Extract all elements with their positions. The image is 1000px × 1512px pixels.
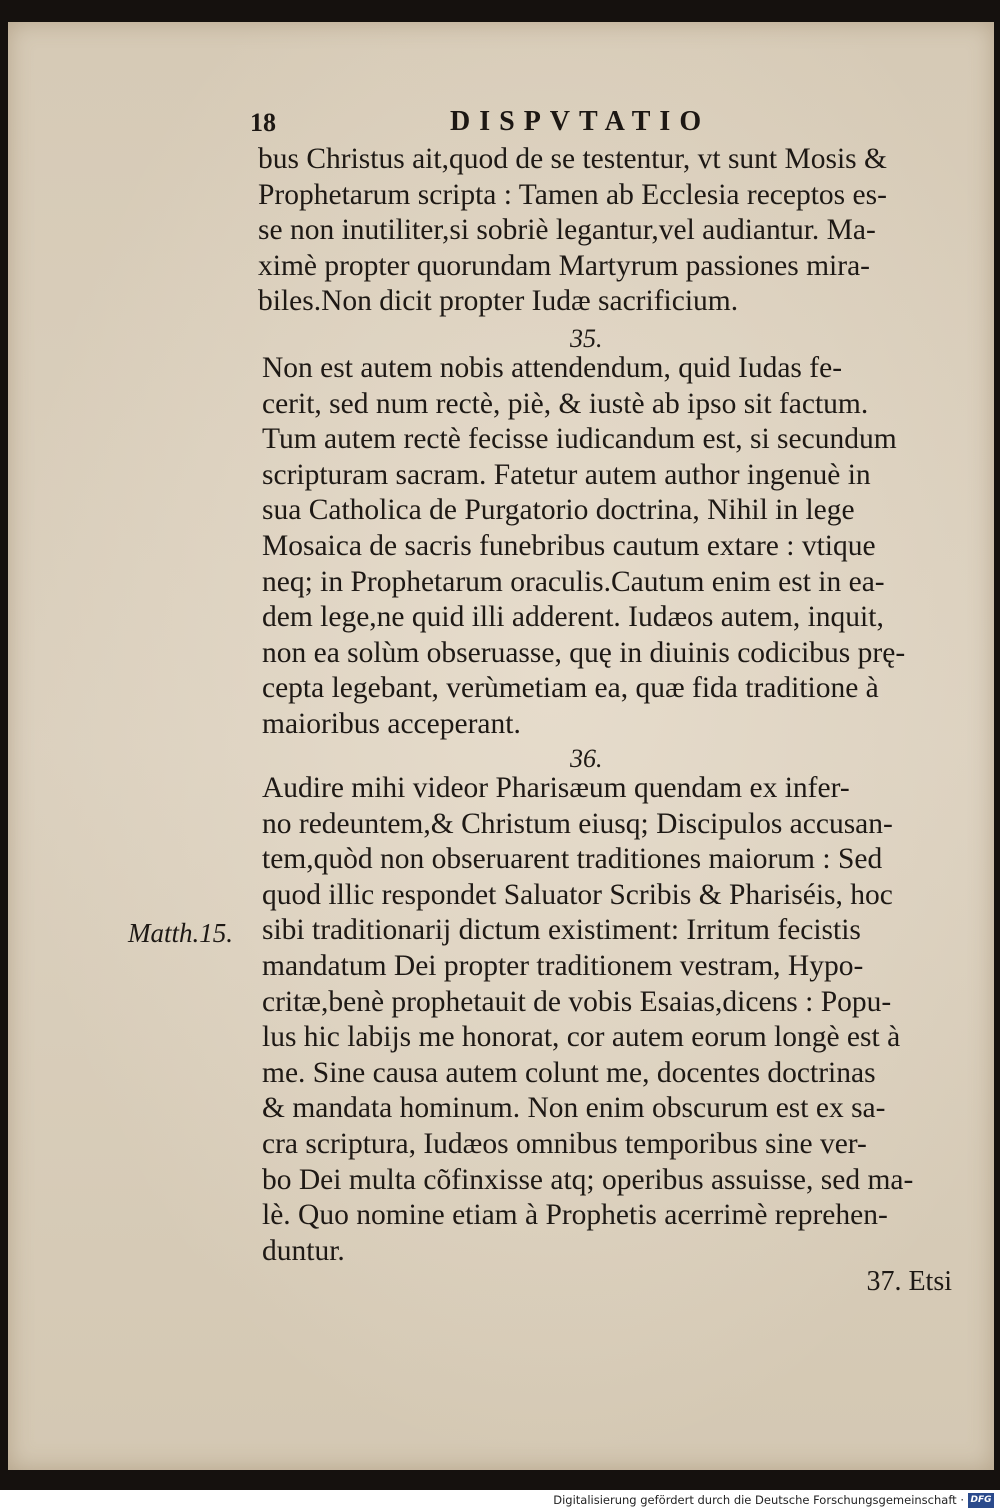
- page-header: [250, 108, 810, 144]
- text-line: Tum autem rectè fecisse iudicandum est, si secundum: [262, 423, 897, 456]
- page-number: 18: [250, 108, 276, 137]
- text-line: lè. Quo nomine etiam à Prophetis acerrimè reprehen-: [262, 1199, 888, 1232]
- text-line: neq; in Prophetarum oraculis.Cautum enim est in ea-: [262, 565, 885, 598]
- text-line: Audire mihi videor Pharisæum quendam ex infer-: [262, 772, 850, 804]
- text-line: ximè propter quorundam Martyrum passiones mira-: [258, 249, 870, 282]
- margin-note-scripture-reference: Matth.15.: [128, 918, 233, 948]
- running-head: DISPVTATIO: [450, 106, 711, 137]
- text-line: bo Dei multa cõfinxisse atq; operibus assuisse, sed ma-: [262, 1163, 914, 1196]
- text-line: duntur.: [262, 1234, 345, 1267]
- footer-bar: [0, 1490, 1000, 1512]
- text-line: maioribus acceperant.: [262, 707, 521, 740]
- text-line: Mosaica de sacris funebribus cautum extare : vtique: [262, 529, 876, 562]
- text-line: lus hic labijs me honorat, cor autem eorum longè est à: [262, 1021, 901, 1054]
- section-number-36: 36.: [570, 744, 603, 773]
- text-line: Non est autem nobis attendendum, quid Iudas fe-: [262, 352, 843, 384]
- text-line: cepta legebant, verùmetiam ea, quæ fida traditione à: [262, 672, 879, 705]
- text-line: no redeuntem,& Christum eiusq; Discipulos accusan-: [262, 807, 893, 840]
- text-line: dem lege,ne quid illi adderent. Iudæos autem, inquit,: [262, 601, 884, 634]
- paragraph-36: [262, 771, 962, 1269]
- text-line: biles.Non dicit propter Iudæ sacrificium.: [258, 285, 739, 318]
- dfg-logo-icon[interactable]: DFG: [968, 1493, 994, 1508]
- section-number-35: 35.: [570, 324, 603, 353]
- paragraph-35: [262, 351, 962, 743]
- text-line: bus Christus ait,quod de se testentur, vt sunt Mosis &: [258, 143, 887, 175]
- catchword: 37. Etsi: [866, 1266, 952, 1297]
- text-line: cerit, sed num rectè, piè, & iustè ab ipso sit factum.: [262, 387, 869, 420]
- text-line: sua Catholica de Purgatorio doctrina, Nihil in lege: [262, 494, 855, 527]
- text-line: sibi traditionarij dictum existiment: Irritum fecistis: [262, 914, 861, 947]
- text-line: critæ,benè prophetauit de vobis Esaias,dicens : Popu-: [262, 985, 892, 1018]
- text-line: quod illic respondet Saluator Scribis & Phariséis, hoc: [262, 878, 893, 911]
- text-line: mandatum Dei propter traditionem vestram, Hypo-: [262, 949, 864, 982]
- text-line: scripturam sacram. Fatetur autem author ingenuè in: [262, 458, 871, 491]
- text-line: me. Sine causa autem colunt me, docentes doctrinas: [262, 1056, 876, 1089]
- text-line: se non inutiliter,si sobriè legantur,vel audiantur. Ma-: [258, 214, 876, 247]
- text-line: Prophetarum scripta : Tamen ab Ecclesia receptos es-: [258, 178, 887, 211]
- text-line: & mandata hominum. Non enim obscurum est ex sa-: [262, 1092, 886, 1125]
- paragraph-continued: [258, 142, 958, 320]
- text-line: non ea solùm obseruasse, quę in diuinis codicibus prę-: [262, 636, 906, 669]
- footer-credit: Digitalisierung gefördert durch die Deutsche Forschungsgemeinschaft ·: [553, 1493, 964, 1507]
- text-line: cra scriptura, Iudæos omnibus temporibus sine ver-: [262, 1127, 867, 1160]
- text-line: tem,quòd non obseruarent traditiones maiorum : Sed: [262, 843, 883, 876]
